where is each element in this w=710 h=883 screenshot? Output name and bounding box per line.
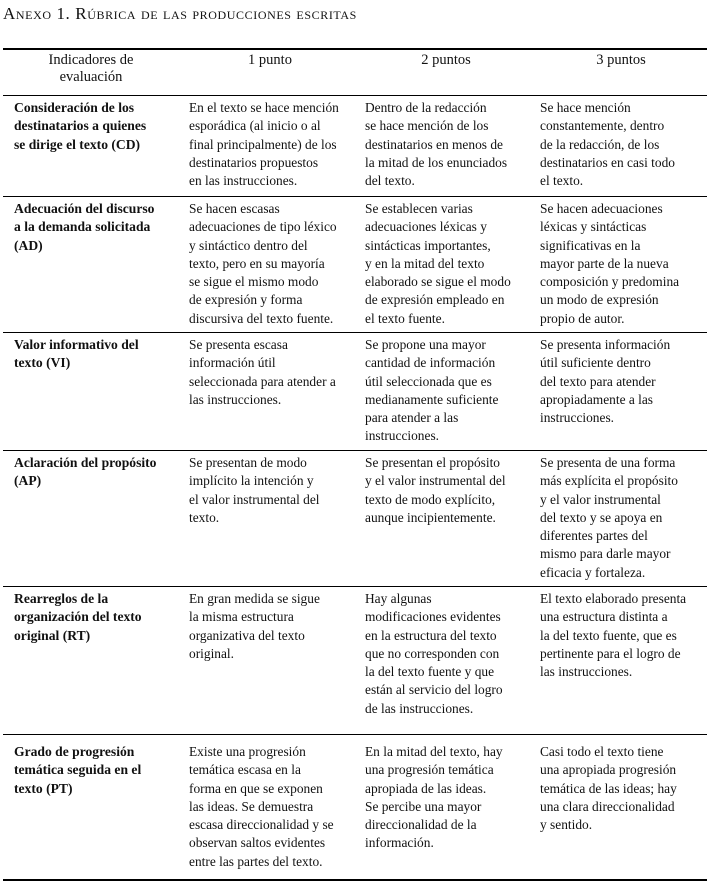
indicator-cell: Adecuación del discurso a la demanda solicitada (AD) [14,201,155,253]
row-divider [3,734,707,735]
page-title: Anexo 1. Rúbrica de las producciones escritas [3,4,357,23]
indicator-cell: Consideración de los destinatarios a quienes se dirige el texto (CD) [14,100,147,152]
score-2-cell: En la mitad del texto, hay una progresión temática apropiada de las ideas. Se percibe una mayor direccionalidad de la información. [365,744,503,851]
row-divider [3,95,707,96]
score-1-cell: Se presentan de modo implícito la intención y el valor instrumental del texto. [189,455,320,525]
score-1-cell: En gran medida se sigue la misma estructura organizativa del texto original. [189,591,320,661]
score-2-cell: Se presentan el propósito y el valor instrumental del texto de modo explícito, aunque incipientemente. [365,455,506,525]
indicator-cell: Valor informativo del texto (VI) [14,337,139,371]
row-divider [3,196,707,197]
score-1-cell: Se presenta escasa información útil seleccionada para atender a las instrucciones. [189,337,336,407]
table-row [3,734,707,879]
row-divider [3,586,707,587]
score-3-cell: El texto elaborado presenta una estructura distinta a la del texto fuente, que es pertinente para el logro de las instrucciones. [540,591,687,680]
score-3-cell: Se presenta información útil suficiente dentro del texto para atender apropiadamente a las instrucciones. [540,337,671,426]
score-2-cell: Se establecen varias adecuaciones léxicas y sintácticas importantes, y en la mitad del texto elaborado se sigue el modo de expresión empleado en el texto fuente. [365,201,511,326]
table-row [3,196,707,332]
score-2-cell: Se propone una mayor cantidad de información útil seleccionada que es medianamente suficiente para atender a las instrucciones. [365,337,499,444]
table-row [3,586,707,734]
header-1-punto: 1 punto [248,52,292,68]
table-row [3,450,707,586]
header-2-puntos: 2 puntos [421,52,471,68]
score-2-cell: Dentro de la redacción se hace mención de los destinatarios en menos de la mitad de los enunciados del texto. [365,100,508,189]
score-2-cell: Hay algunas modificaciones evidentes en la estructura del texto que no corresponden con la del texto fuente y que están al servicio del logro de las instrucciones. [365,591,503,716]
table-top-rule [3,48,707,50]
table-row [3,95,707,196]
score-1-cell: Se hacen escasas adecuaciones de tipo léxico y sintáctico dentro del texto, pero en su mayoría se sigue el mismo modo de expresión y forma discursiva del texto fuente. [189,201,337,326]
score-3-cell: Se hacen adecuaciones léxicas y sintácticas significativas en la mayor parte de la nueva composición y predomina un modo de expresión propio de autor. [540,201,680,326]
row-divider [3,450,707,451]
indicator-cell: Grado de progresión temática seguida en el texto (PT) [14,744,142,796]
score-3-cell: Se presenta de una forma más explícita el propósito y el valor instrumental del texto y se apoya en diferentes partes del mismo para darle mayor eficacia y fortaleza. [540,455,678,580]
score-1-cell: En el texto se hace mención esporádica (al inicio o al final principalmente) de los destinatarios propuestos en las instrucciones. [189,100,339,189]
table-row [3,332,707,450]
table-bottom-rule [3,879,707,881]
indicator-cell: Aclaración del propósito (AP) [14,455,157,489]
indicator-cell: Rearreglos de la organización del texto original (RT) [14,591,142,643]
score-3-cell: Se hace mención constantemente, dentro de la redacción, de los destinatarios en casi todo el texto. [540,100,675,189]
score-3-cell: Casi todo el texto tiene una apropiada progresión temática de las ideas; hay una clara direccionalidad y sentido. [540,744,677,833]
header-3-puntos: 3 puntos [596,52,646,68]
row-divider [3,332,707,333]
score-1-cell: Existe una progresión temática escasa en la forma en que se exponen las ideas. Se demuestra escasa direccionalidad y se observan saltos evidentes entre las partes del texto. [189,744,334,869]
header-indicators: Indicadores de evaluación [48,52,134,85]
